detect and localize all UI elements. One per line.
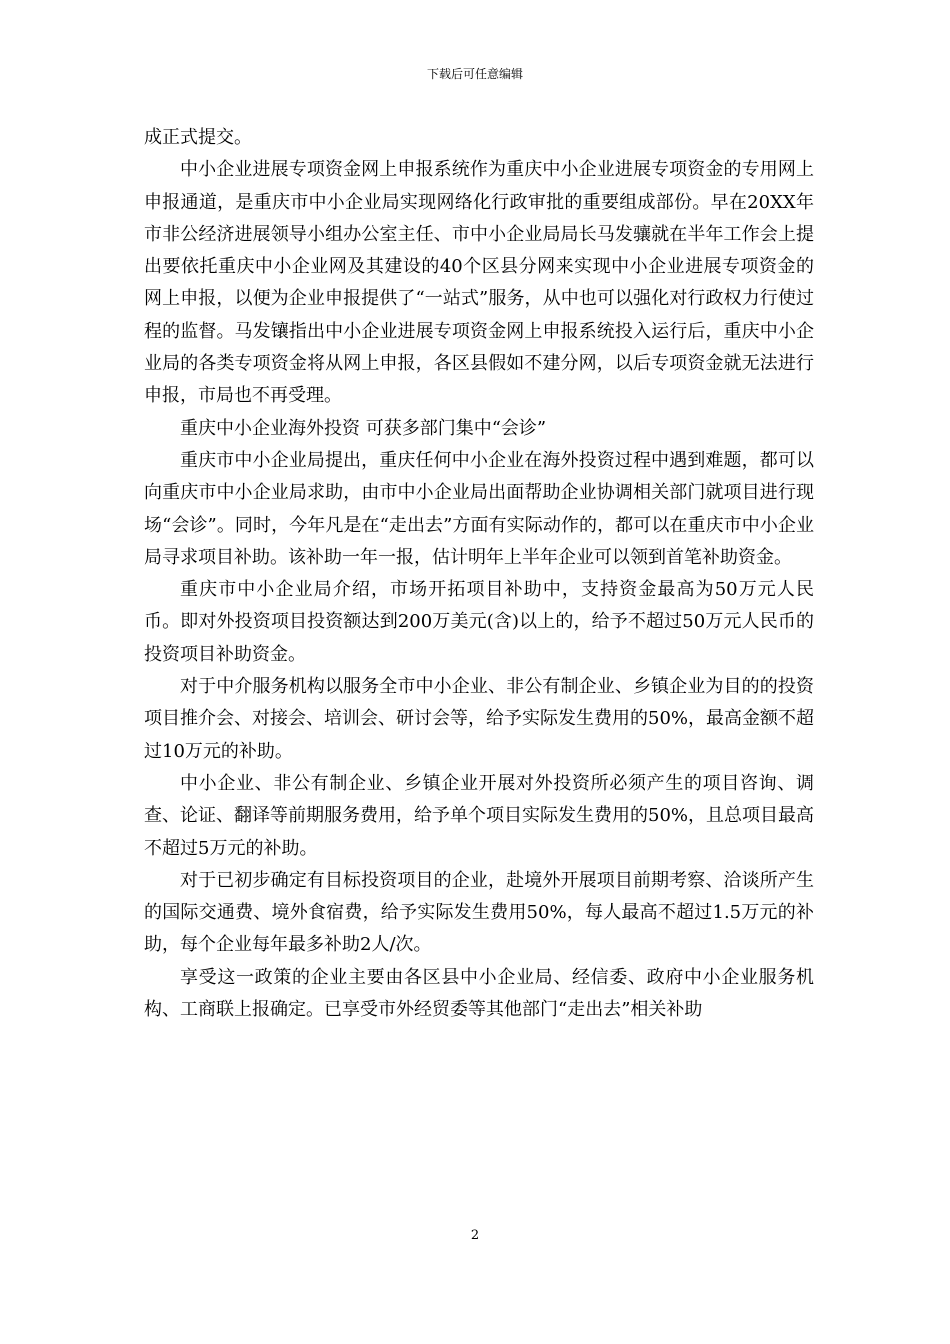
paragraph-1: 成正式提交。	[144, 127, 252, 148]
paragraph-4: 重庆市中小企业局介绍，市场开拓项目补助中，支持资金最高为50万元人民币。即对外投资项目投资额达到200万美元(含)以上的，给予不超过50万元人民币的投资项目补助资金。	[144, 579, 814, 665]
paragraph-2: 中小企业进展专项资金网上申报系统作为重庆中小企业进展专项资金的专用网上申报通道，是重庆市中小企业局实现网络化行政审批的重要组成部份。早在20XX年市非公经济进展领导小组办公室主任、市中小企业局局长马发骧就在半年工作会上提出要依托重庆中小企业网及其建设的40个区县分网来实现中小企业进展专项资金的网上申报，以便为企业申报提供了“一站式”服务，从中也可以强化对行政权力行使过程的监督。马发镶指出中小企业进展专项资金网上申报系统投入运行后，重庆中小企业局的各类专项资金将从网上申报，各区县假如不建分网，以后专项资金就无法进行申报，市局也不再受理。	[144, 159, 814, 407]
page-number: 2	[470, 1228, 480, 1243]
paragraph-6: 中小企业、非公有制企业、乡镇企业开展对外投资所必须产生的项目咨询、调查、论证、翻译等前期服务费用，给予单个项目实际发生费用的50%，且总项目最高不超过5万元的补助。	[144, 772, 815, 859]
document-body	[144, 122, 814, 1026]
section-heading: 重庆中小企业海外投资 可获多部门集中“会诊”	[180, 417, 547, 439]
paragraph-5: 对于中介服务机构以服务全市中小企业、非公有制企业、乡镇企业为目的的投资项目推介会、对接会、培训会、研讨会等，给予实际发生费用的50%，最高金额不超过10万元的补助。	[144, 676, 815, 762]
paragraph-7: 对于已初步确定有目标投资项目的企业，赴境外开展项目前期考察、洽谈所产生的国际交通费、境外食宿费，给予实际发生费用50%，每人最高不超过1.5万元的补助，每个企业每年最多补助2人/次。	[144, 869, 814, 956]
paragraph-3: 重庆市中小企业局提出，重庆任何中小企业在海外投资过程中遇到难题，都可以向重庆市中小企业局求助，由市中小企业局出面帮助企业协调相关部门就项目进行现场“会诊”。同时，今年凡是在“走出去”方面有实际动作的，都可以在重庆市中小企业局寻求项目补助。该补助一年一报，估计明年上半年企业可以领到首笔补助资金。	[144, 449, 814, 568]
page-header: 下载后可任意编辑	[426, 67, 523, 81]
paragraph-8: 享受这一政策的企业主要由各区县中小企业局、经信委、政府中小企业服务机构、工商联上报确定。已享受市外经贸委等其他部门“走出去”相关补助	[144, 966, 814, 1021]
